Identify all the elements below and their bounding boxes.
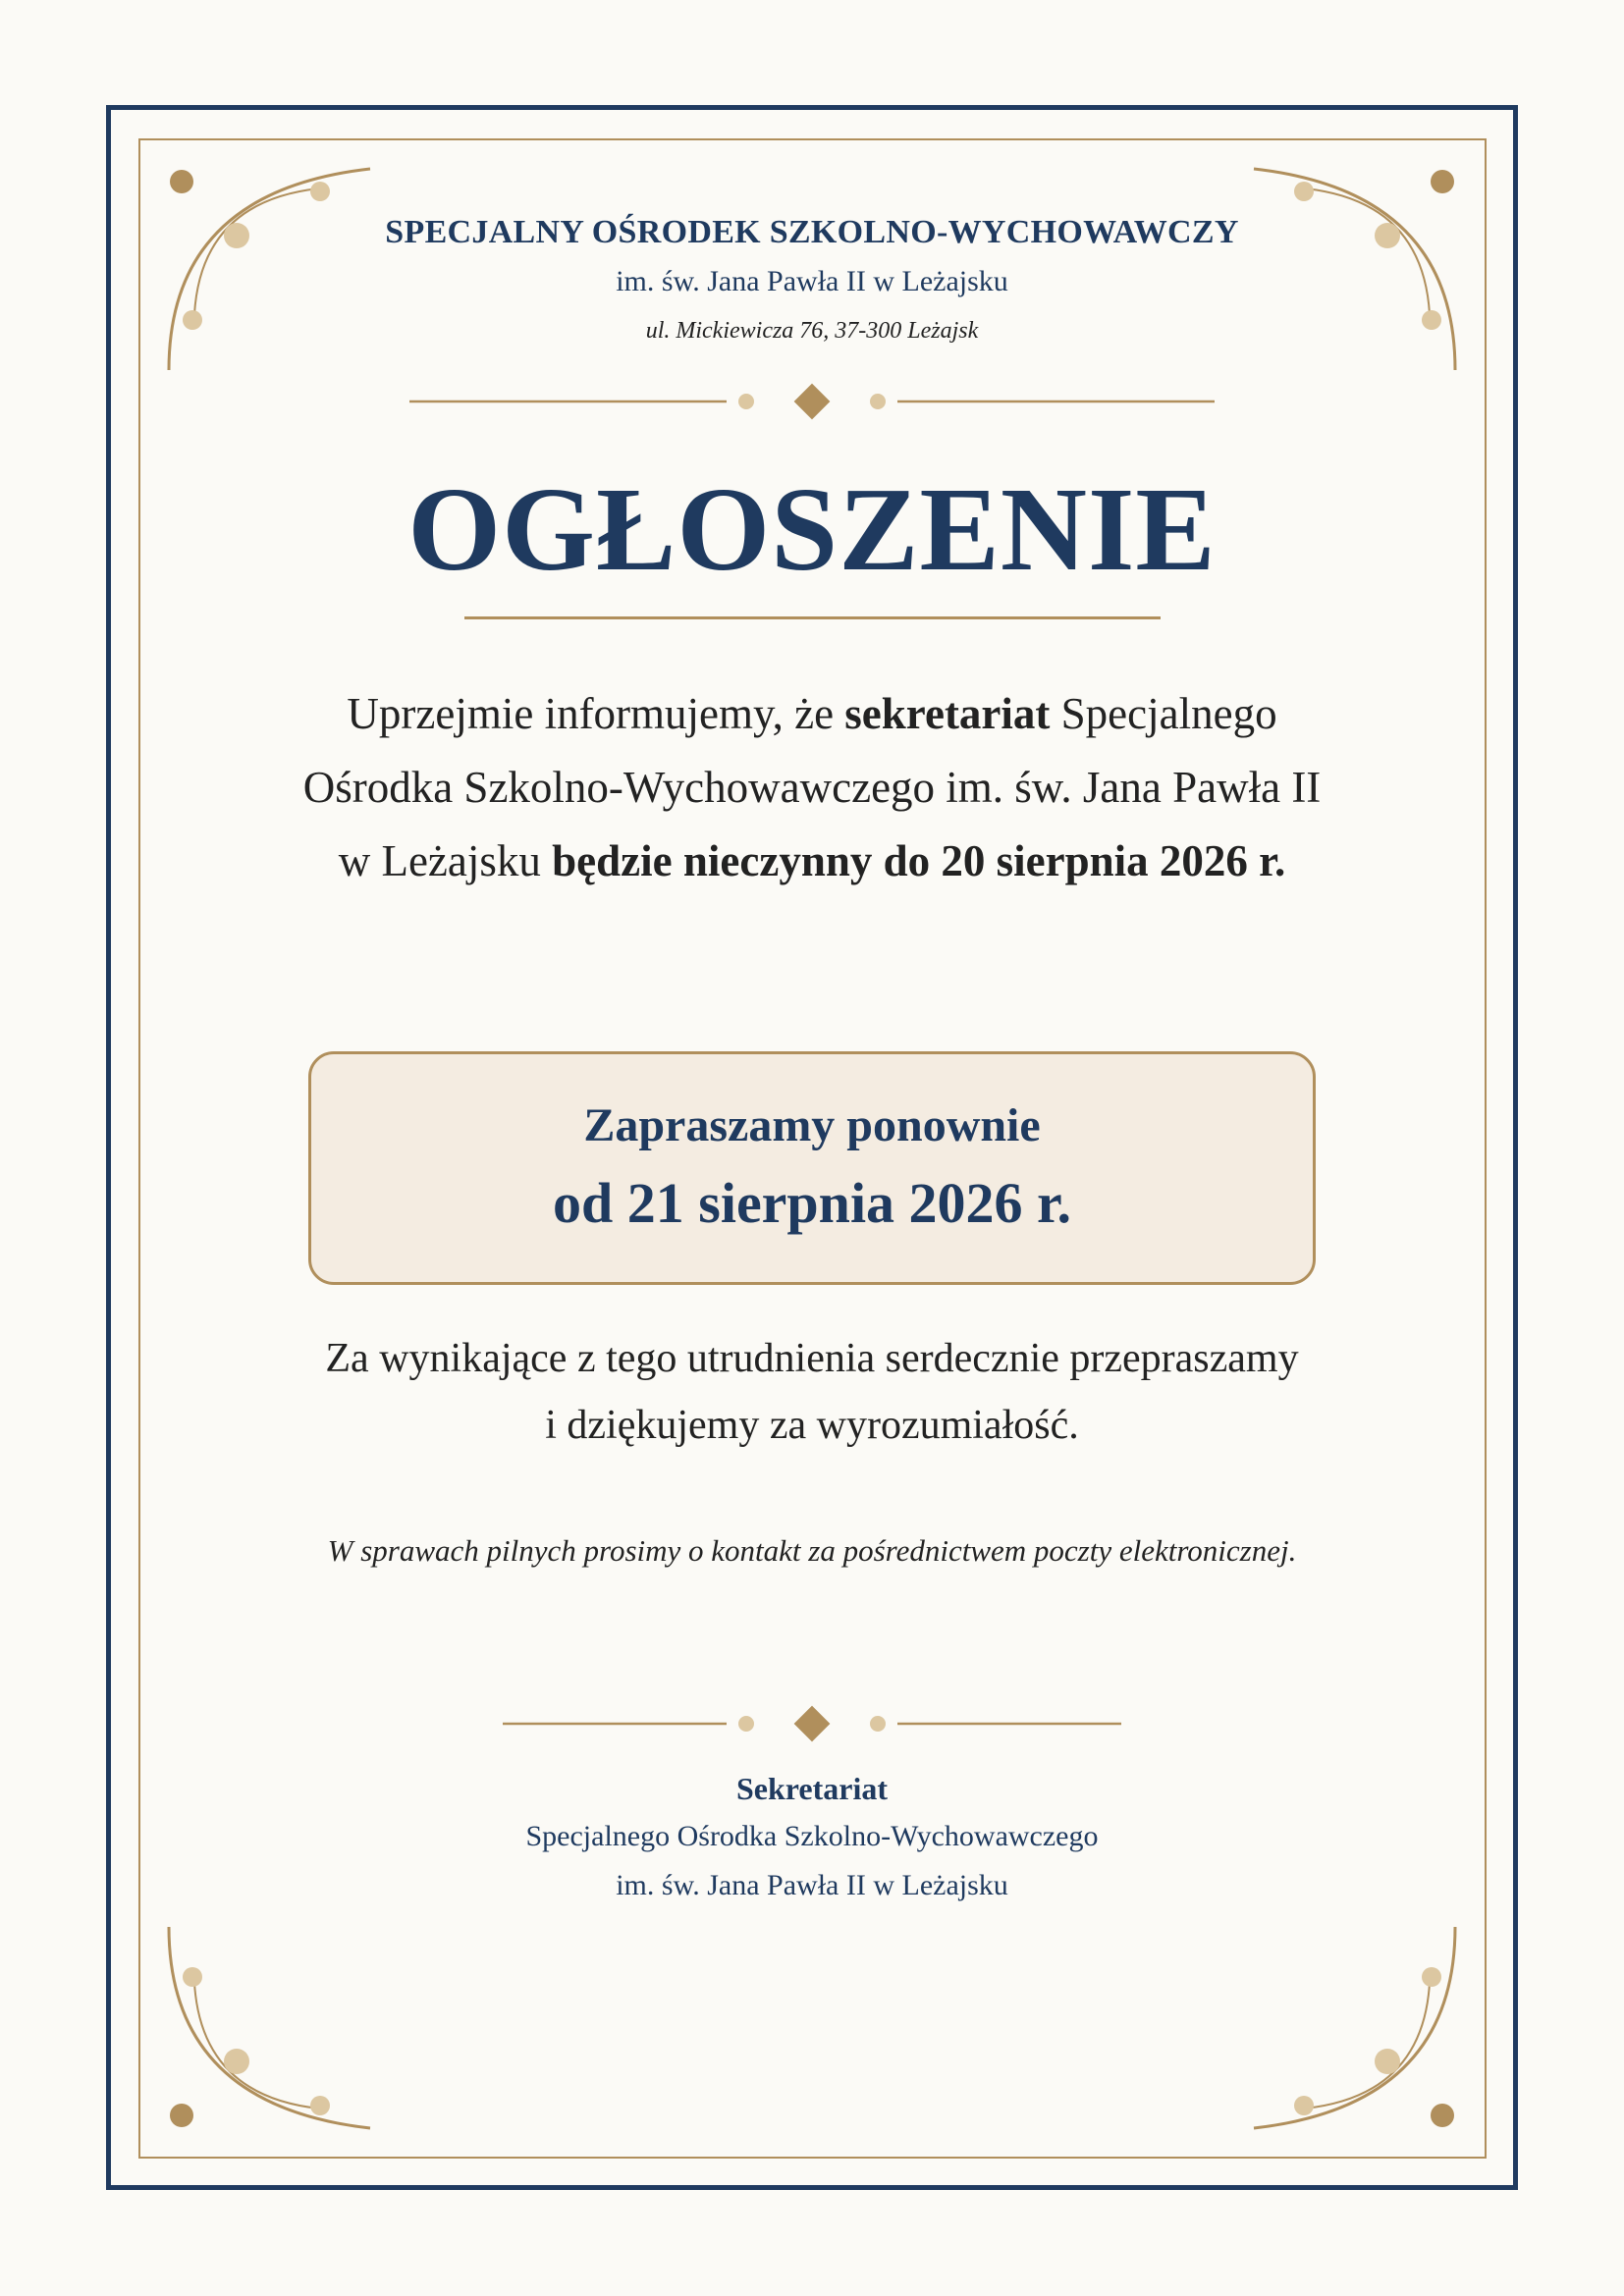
body-line-2: Ośrodka Szkolno-Wychowawczego im. św. Jana Pawła II: [302, 763, 1322, 812]
signature-line-1: Specjalnego Ośrodka Szkolno-Wychowawczego: [525, 1820, 1099, 1852]
closure-date-emphasis: będzie nieczynny do 20 sierpnia 2026 r.: [552, 836, 1286, 885]
body-text: Specjalnego: [1050, 689, 1277, 738]
signature-line-2: im. św. Jana Pawła II w Leżajsku: [616, 1869, 1008, 1901]
organization-name: SPECJALNY OŚRODEK SZKOLNO-WYCHOWAWCZY: [385, 214, 1239, 250]
urgent-contact-note: W sprawach pilnych prosimy o kontakt za pośrednictwem poczty elektronicznej.: [327, 1533, 1297, 1568]
body-line-3: [0, 825, 1624, 898]
organization-address: ul. Mickiewicza 76, 37-300 Leżajsk: [645, 318, 979, 344]
announcement-body: [0, 677, 1624, 898]
signature-title: Sekretariat: [735, 1771, 889, 1806]
body-text: w Leżajsku: [338, 836, 553, 885]
body-text: Uprzejmie informujemy, że: [347, 689, 845, 738]
corner-ornament-bottom-left: [157, 1904, 393, 2140]
body-line-1: [0, 677, 1624, 751]
reopening-date: od 21 sierpnia 2026 r.: [553, 1171, 1071, 1235]
reopening-notice-box: [308, 1051, 1316, 1285]
organization-patron: im. św. Jana Pawła II w Leżajsku: [616, 265, 1008, 297]
divider-ornament-top: [0, 373, 1624, 432]
apology-text: [0, 1325, 1624, 1459]
corner-ornament-bottom-right: [1231, 1904, 1467, 2140]
apology-line-1: Za wynikające z tego utrudnienia serdecznie przepraszamy: [325, 1336, 1299, 1381]
title-underline: [464, 616, 1161, 619]
body-emphasis: sekretariat: [844, 689, 1051, 738]
reopening-invitation: Zapraszamy ponownie: [583, 1099, 1041, 1151]
page-title: OGŁOSZENIE: [407, 463, 1217, 596]
apology-line-2: i dziękujemy za wyrozumiałość.: [545, 1403, 1079, 1448]
divider-ornament-bottom: [0, 1695, 1624, 1754]
